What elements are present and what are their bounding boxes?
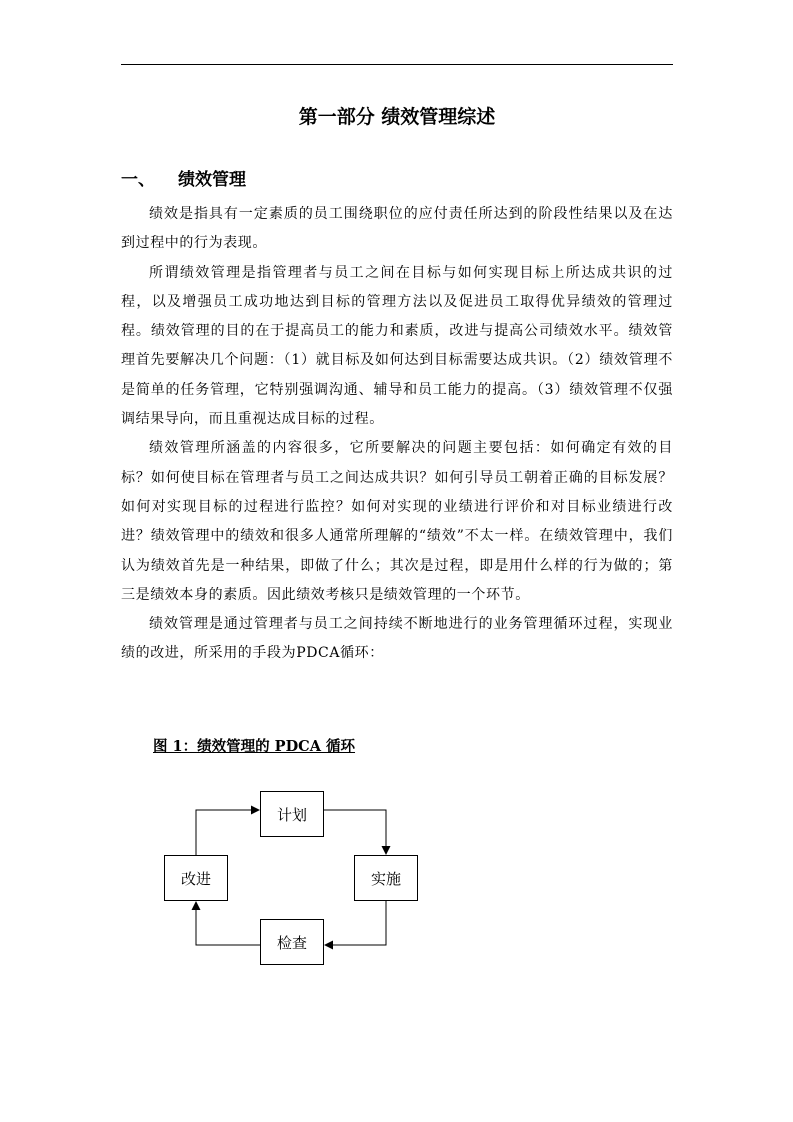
page-title: 第一部分 绩效管理综述	[298, 106, 496, 128]
pdca-box-improve: 改进	[164, 855, 228, 901]
arrow-improve-to-plan	[196, 810, 259, 855]
section-number: 一、	[121, 170, 155, 190]
pdca-box-check: 检查	[260, 919, 324, 965]
pdca-box-do: 实施	[354, 855, 418, 901]
pdca-box-plan: 计划	[260, 791, 324, 837]
paragraph: 绩效是指具有一定素质的员工围绕职位的应付责任所达到的阶段性结果以及在达到过程中的行为表现。	[121, 206, 673, 252]
arrow-check-to-improve	[196, 902, 260, 945]
arrow-do-to-check	[325, 901, 386, 945]
paragraph: 绩效管理所涵盖的内容很多，它所要解决的问题主要包括：如何确定有效的目标？如何使目标在管理者与员工之间达成共识？如何引导员工朝着正确的目标发展？如何对实现目标的过程进行监控？如何对实现的业绩进行评价和对目标业绩进行改进？绩效管理中的绩效和很多人通常所理解的“绩效”不太一样。在绩效管理中，我们认为绩效首先是一种结果，即做了什么；其次是过程，即是用什么样的行为做的；第三是绩效本身的素质。因此绩效考核只是绩效管理的一个环节。	[121, 440, 673, 603]
paragraph: 绩效管理是通过管理者与员工之间持续不断地进行的业务管理循环过程，实现业绩的改进，所采用的手段为PDCA循环：	[121, 616, 673, 662]
section-title: 绩效管理	[178, 170, 246, 190]
arrow-plan-to-do	[324, 810, 386, 854]
paragraph: 所谓绩效管理是指管理者与员工之间在目标与如何实现目标上所达成共识的过程，以及增强员工成功地达到目标的管理方法以及促进员工取得优异绩效的管理过程。绩效管理的目的在于提高员工的能力和素质，改进与提高公司绩效水平。绩效管理首先要解决几个问题：（1）就目标及如何达到目标需要达成共识。（2）绩效管理不是简单的任务管理，它特别强调沟通、辅导和员工能力的提高。（3）绩效管理不仅强调结果导向，而且重视达成目标的过程。	[121, 264, 673, 428]
figure-caption: 图 1：绩效管理的 PDCA 循环	[153, 738, 356, 755]
